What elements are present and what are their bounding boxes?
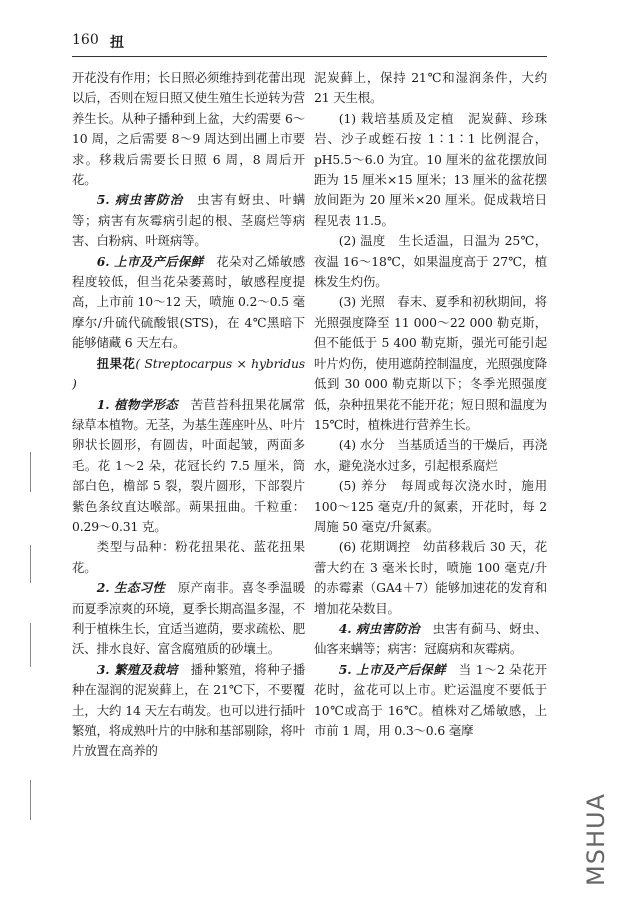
section-heading: 1. 植物学形态	[96, 396, 178, 412]
paragraph-body: 苦苣苔科扭果花属常绿草本植物。无茎，为基生莲座叶丛、叶片卵状长圆形，有圆齿，叶面起皱，两面多毛。花 1～2 朵，花冠长约 7.5 厘米，筒部白色，檐部 5 裂，裂片圆形，下部裂片紫色条纹直达喉部。蒴果扭曲。千粒重：0.29～0.31 克。	[72, 396, 305, 534]
paragraph	[72, 190, 305, 251]
right-column	[314, 68, 547, 741]
paragraph	[314, 660, 547, 742]
paragraph-body: 当 1～2 朵花开花时，盆花可以上市。贮运温度不要低于 10℃或高于 16℃。植株对乙烯敏感，上市前 1 周，用 0.3～0.6 毫摩	[314, 661, 547, 738]
paragraph-body: 播种繁殖，将种子播种在湿润的泥炭藓上，在 21℃下，不要覆土，大约 14 天左右萌发。也可以进行插叶繁殖，将成熟叶片的中脉和基部剔除，将叶片放置在高养的	[72, 661, 305, 759]
scan-margin-mark	[30, 623, 31, 667]
paragraph: (4) 水分 当基质适当的干燥后，再浇水，避免浇水过多，引起根系腐烂	[314, 437, 547, 473]
section-heading: 4. 病虫害防治	[338, 620, 420, 636]
paragraph: 类型与品种：粉花扭果花、蓝花扭果花。	[72, 539, 305, 575]
paragraph: (2) 温度 生长适温，日温为 25℃，夜温 16～18℃，如果温度高于 27℃，植株发生灼伤。	[314, 233, 547, 290]
paragraph: (1) 栽培基质及定植 泥炭藓、珍珠岩、沙子或蛭石按 1∶1∶1 比例混合，pH5.5～6.0 为宜。10 厘米的盆花摆放间距为 15 厘米×15 厘米；13 厘米的盆花摆放间距为 20 厘米×20 厘米。促成栽培日程见表 11.5。	[314, 110, 547, 228]
left-column	[72, 68, 305, 762]
paragraph-body: 虫害有蓟马、蚜虫、仙客来螨等；病害：冠腐病和灰霉病。	[314, 620, 547, 657]
paragraph	[72, 578, 305, 660]
species-heading	[72, 354, 305, 395]
paragraph: 开花没有作用；长日照必须维持到花蕾出现以后，否则在短日照又使生殖生长逆转为营养生长。从种子播种到上盆，大约需要 6～10 周，之后需要 8～9 周达到出圃上市要求。移栽后需要长日照 6 周，8 周后开花。	[72, 70, 305, 188]
scan-margin-mark	[30, 780, 31, 820]
page-header	[72, 32, 547, 56]
section-heading: 3. 繁殖及栽培	[96, 661, 178, 677]
paragraph: (3) 光照 春末、夏季和初秋期间，将光照强度降至 11 000～22 000 勒克斯，但不能低于 5 400 勒克斯，强光可能引起叶片灼伤，使用遮荫控制温度，光照强度降低到 30 000 勒克斯以下；冬季光照强度低，杂种扭果花不能开花；短日照和温度为 15℃时，植株进行营养生长。	[314, 294, 547, 432]
paragraph	[72, 395, 305, 538]
paragraph: 泥炭藓上，保持 21℃和湿润条件，大约 21 天生根。	[314, 70, 547, 106]
paragraph-body: 原产南非。喜冬季温暖而夏季凉爽的环境，夏季长期高温多湿，不利于植株生长，宜适当遮荫，要求疏松、肥沃、排水良好、富含腐殖质的砂壤土。	[72, 580, 305, 657]
species-latin-name: ( Streptocarpus × hybridus )	[72, 355, 305, 392]
header-rule	[72, 56, 547, 57]
paragraph	[72, 252, 305, 354]
paragraph	[314, 619, 547, 660]
paragraph-body: 花朵对乙烯敏感程度较低，但当花朵萎蔫时，敏感程度提高，上市前 10～12 天，喷施 0.2～0.5 毫摩尔/升硫代硫酸银(STS)，在 4℃黑暗下能够储藏 6 天左右。	[72, 253, 306, 351]
paragraph: (6) 花期调控 幼苗移栽后 30 天，花蕾大约在 3 毫米长时，喷施 100 毫克/升的赤霉素（GA4＋7）能够加速花的发育和增加花朵数目。	[314, 539, 547, 616]
watermark: MSHUA	[582, 793, 610, 886]
section-heading: 2. 生态习性	[96, 580, 166, 596]
paragraph: (5) 养分 每周或每次浇水时，施用 100～125 毫克/升的氮素，开花时，每 2 周施 50 毫克/升氮素。	[314, 478, 547, 534]
running-title: 扭	[110, 35, 124, 51]
paragraph-body: 虫害有蚜虫、叶螨等；病害有灰霉病引起的根、茎腐烂等病害、白粉病、叶斑病等。	[72, 192, 305, 249]
scan-margin-mark	[30, 452, 31, 492]
species-title: 扭果花	[96, 355, 136, 371]
section-heading: 5. 上市及产后保鲜	[338, 661, 446, 677]
paragraph	[72, 660, 305, 762]
page-number: 160	[72, 32, 99, 48]
section-heading: 5. 病虫害防治	[96, 192, 184, 208]
scan-margin-mark	[30, 545, 31, 583]
section-heading: 6. 上市及产后保鲜	[96, 253, 204, 269]
